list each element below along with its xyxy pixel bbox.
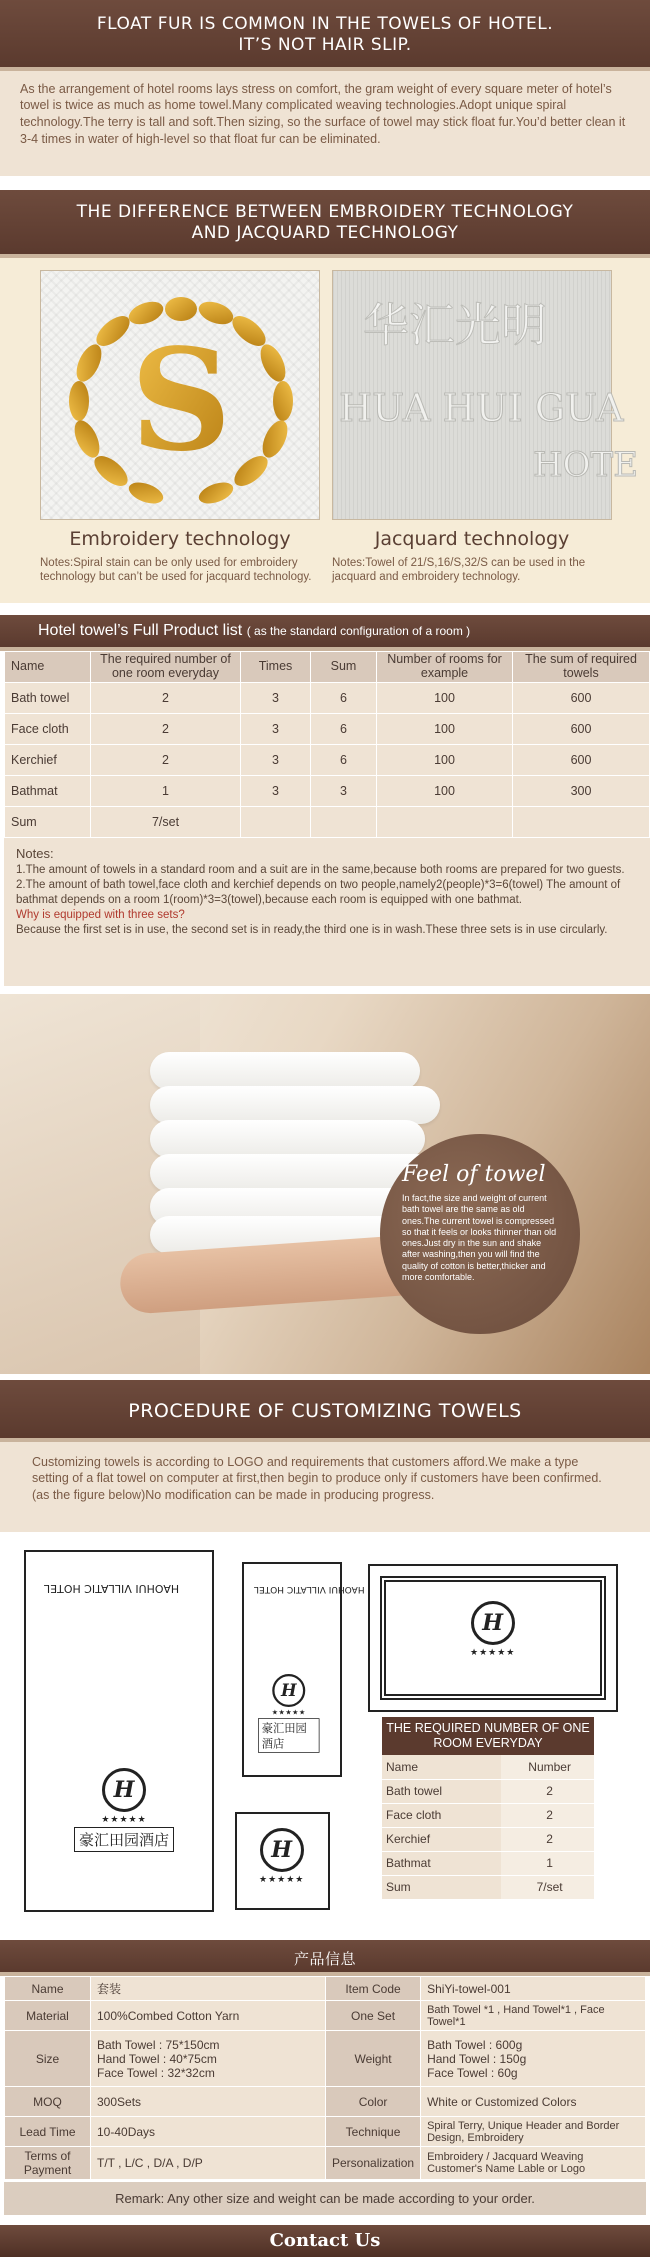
table-row <box>5 2087 646 2117</box>
product-list-title: Hotel towel’s Full Product list <box>38 622 243 639</box>
col-name: Name <box>5 652 91 683</box>
cell: Number <box>501 1755 594 1779</box>
cell: 2 <box>91 745 241 776</box>
cell: Kerchief <box>382 1827 501 1851</box>
cell: ShiYi-towel-001 <box>421 1977 646 2001</box>
embroidery-note: Notes:Spiral stain can be only used for embroidery technology but can’t be used for jacquard technology. <box>40 557 312 584</box>
cell: 2 <box>91 714 241 745</box>
bathmat-drawing <box>368 1564 618 1712</box>
table-row <box>5 1977 646 2001</box>
procedure-section <box>0 1380 650 1532</box>
col-required: The required number of one room everyday <box>91 652 241 683</box>
procedure-title: PROCEDURE OF CUSTOMIZING TOWELS <box>128 1400 522 1422</box>
hand-towel-drawing <box>242 1562 365 1777</box>
feel-of-towel-badge <box>380 1134 580 1334</box>
cell: Embroidery / Jacquard Weaving Customer's Name Lable or Logo <box>421 2147 646 2180</box>
cell: 3 <box>241 776 311 807</box>
logo-icon: H <box>102 1768 146 1812</box>
cell: Bath Towel : 75*150cm Hand Towel : 40*75cm Face Towel : 32*32cm <box>91 2031 326 2087</box>
float-fur-title-line1: FLOAT FUR IS COMMON IN THE TOWELS OF HOTEL. <box>96 14 554 34</box>
cell: 3 <box>241 683 311 714</box>
table-row <box>5 2031 646 2087</box>
cell: Bathmat <box>5 776 91 807</box>
towel-drawings <box>0 1542 650 1922</box>
table-row <box>5 2117 646 2147</box>
why-title: Why is equipped with three sets? <box>16 908 185 921</box>
technology-banner <box>0 190 650 259</box>
cell: 2 <box>501 1827 594 1851</box>
float-fur-text: As the arrangement of hotel rooms lays stress on comfort, the gram weight of every square meter of hotel’s towel is twice as much as home towel.Many complicated weaving technologies.Adopt unique spiral technology.The terry is tall and soft.Then sizing, so the surface of towel may stick float fur.You’d better clean it 3-4 times in water of high-level so that float fur can be eliminated. <box>0 71 650 176</box>
cell: Bath Towel *1 , Hand Towel*1 , Face Towel*1 <box>421 2001 646 2031</box>
table-row <box>382 1875 594 1899</box>
table-row <box>5 2001 646 2031</box>
technology-panel <box>0 258 650 603</box>
notes-title: Notes: <box>16 846 54 861</box>
float-fur-banner <box>0 0 650 71</box>
cell: 6 <box>311 714 377 745</box>
cell: 10-40Days <box>91 2117 326 2147</box>
cell: 300 <box>513 776 650 807</box>
cell: Material <box>5 2001 91 2031</box>
feel-title: Feel of towel <box>402 1162 546 1187</box>
cell: Technique <box>326 2117 421 2147</box>
cell: Name <box>5 1977 91 2001</box>
table-row <box>5 745 650 776</box>
table-sum-row <box>5 807 650 838</box>
note-2: 2.The amount of bath towel,face cloth and kerchief depends on two people,namely2(people)*3=6(towel) The amount of bathmat depends on a room 1(room)*3=3(towel),because each room is equipped with one bathmat. <box>16 878 621 906</box>
cell: Personalization <box>326 2147 421 2180</box>
product-list-header <box>0 615 650 651</box>
embroidery-title: Embroidery technology <box>69 528 291 550</box>
table-header-row <box>382 1755 594 1779</box>
cell: Item Code <box>326 1977 421 2001</box>
cell: 2 <box>501 1803 594 1827</box>
jacquard-pattern-icon <box>333 271 639 521</box>
cell: White or Customized Colors <box>421 2087 646 2117</box>
cell: 600 <box>513 683 650 714</box>
cell: Size <box>5 2031 91 2087</box>
jacquard-en-text-2: HOTE <box>533 445 639 485</box>
logo-icon: H <box>272 1674 305 1707</box>
sum-value: 7/set <box>91 807 241 838</box>
remark: Remark: Any other size and weight can be made according to your order. <box>4 2182 646 2215</box>
cell: 600 <box>513 745 650 776</box>
hotel-logo-small <box>258 1674 320 1753</box>
stars-icon: ★★★★★ <box>101 1814 147 1824</box>
table-header-row <box>5 652 650 683</box>
product-info-table <box>4 1976 646 2180</box>
notes-block <box>4 838 650 986</box>
contact-us-button[interactable]: Contact Us <box>0 2225 650 2257</box>
face-towel-drawing <box>235 1812 330 1910</box>
stars-icon: ★★★★★ <box>271 1708 306 1716</box>
logo-icon: H <box>260 1828 304 1872</box>
table-row <box>5 683 650 714</box>
stars-icon: ★★★★★ <box>259 1874 305 1884</box>
jacquard-note: Notes:Towel of 21/S,16/S,32/S can be used in the jacquard and embroidery technology. <box>332 557 586 584</box>
cell: 100 <box>377 714 513 745</box>
product-info-banner <box>0 1940 650 1976</box>
table-row <box>382 1779 594 1803</box>
product-list-section <box>0 615 650 986</box>
col-sum: Sum <box>311 652 377 683</box>
col-rooms: Number of rooms for example <box>377 652 513 683</box>
hotel-logo <box>74 1768 174 1852</box>
cell: Weight <box>326 2031 421 2087</box>
hotel-text-small: HAOHUI VILLATIC HOTEL <box>254 1584 365 1594</box>
product-list-table <box>4 651 650 838</box>
hotel-logo-mat <box>470 1601 515 1658</box>
cell: Terms of Payment <box>5 2147 91 2180</box>
table-row <box>5 2147 646 2180</box>
float-fur-section <box>0 0 650 176</box>
product-info-section <box>0 1940 650 2257</box>
logo-icon: H <box>471 1601 515 1645</box>
jacquard-cn-text: 华汇光明 <box>363 298 547 352</box>
bath-towel-drawing <box>24 1550 214 1912</box>
cell: Spiral Terry, Unique Header and Border Design, Embroidery <box>421 2117 646 2147</box>
cell: MOQ <box>5 2087 91 2117</box>
procedure-text: Customizing towels is according to LOGO and requirements that customers afford.We make a type setting of a flat towel on computer at first,then begin to produce only if customers have been confirmed.(as the figure below)No modification can be made in producing progress. <box>0 1442 650 1532</box>
cell: 1 <box>501 1851 594 1875</box>
cell: 6 <box>311 683 377 714</box>
cell: Bath Towel : 600g Hand Towel : 150g Face Towel : 60g <box>421 2031 646 2087</box>
table-row <box>382 1851 594 1875</box>
table-row <box>382 1803 594 1827</box>
table-row <box>382 1827 594 1851</box>
cell: Color <box>326 2087 421 2117</box>
note-1: 1.The amount of towels in a standard room and a suit are in the same,because both rooms are prepared for two guests. <box>16 863 625 876</box>
jacquard-en-text: HUA HUI GUA <box>339 386 624 430</box>
hotel-text: HAOHUI VILLATIC HOTEL <box>44 1582 180 1595</box>
cell: Face cloth <box>382 1803 501 1827</box>
hotel-cn-name: 豪汇田园酒店 <box>74 1827 174 1852</box>
table-row <box>5 776 650 807</box>
embroidery-image <box>40 270 320 520</box>
col-times: Times <box>241 652 311 683</box>
cell: Bathmat <box>382 1851 501 1875</box>
technology-title-line1: THE DIFFERENCE BETWEEN EMBROIDERY TECHNOLOGY <box>76 201 574 222</box>
float-fur-title-line2: IT’S NOT HAIR SLIP. <box>238 35 412 56</box>
sum-label: Sum <box>5 807 91 838</box>
technology-title-line2: AND JACQUARD TECHNOLOGY <box>191 222 459 243</box>
jacquard-image <box>332 270 639 520</box>
table-row <box>5 714 650 745</box>
cell: 套装 <box>91 1977 326 2001</box>
feel-body: In fact,the size and weight of current bath towel are the same as old ones.The current towel is compressed so that it feels or looks thinner than old ones.Just dry in the sun and shake after washing,then you will find the quality of cotton is better,thicker and more comfortable. <box>402 1193 557 1282</box>
cell: 100 <box>377 776 513 807</box>
cell: One Set <box>326 2001 421 2031</box>
product-info-title: 产品信息 <box>293 1950 356 1968</box>
procedure-banner <box>0 1380 650 1442</box>
embroidery-letter: S <box>130 319 232 483</box>
required-number-table <box>382 1717 594 1900</box>
product-list-subtitle: ( as the standard configuration of a room ) <box>246 624 471 638</box>
cell: 3 <box>311 776 377 807</box>
cell: 7/set <box>501 1875 594 1899</box>
cell: Name <box>382 1755 501 1779</box>
jacquard-title: Jacquard technology <box>374 528 570 550</box>
cell: Bath towel <box>5 683 91 714</box>
cell: 300Sets <box>91 2087 326 2117</box>
cell: Sum <box>382 1875 501 1899</box>
cell: 100 <box>377 745 513 776</box>
cell: 3 <box>241 714 311 745</box>
cell: Face cloth <box>5 714 91 745</box>
cell: 1 <box>91 776 241 807</box>
cell: 100%Combed Cotton Yarn <box>91 2001 326 2031</box>
stars-icon: ★★★★★ <box>470 1647 516 1657</box>
cell: 2 <box>91 683 241 714</box>
cell: 3 <box>241 745 311 776</box>
cell: Lead Time <box>5 2117 91 2147</box>
col-total: The sum of required towels <box>513 652 650 683</box>
cell: T/T , L/C , D/A , D/P <box>91 2147 326 2180</box>
cell: 6 <box>311 745 377 776</box>
cell: Bath towel <box>382 1779 501 1803</box>
feel-of-towel-photo <box>0 994 650 1374</box>
required-number-title: THE REQUIRED NUMBER OF ONE ROOM EVERYDAY <box>382 1717 594 1755</box>
embroidery-laurel-icon <box>41 271 321 521</box>
hotel-logo-face <box>259 1828 304 1885</box>
cell: 100 <box>377 683 513 714</box>
why-body: Because the first set is in use, the second set is in ready,the third one is in wash.These three sets is in use circularly. <box>16 923 608 936</box>
hotel-cn-name: 豪汇田园酒店 <box>258 1718 320 1753</box>
cell: 600 <box>513 714 650 745</box>
cell: 2 <box>501 1779 594 1803</box>
cell: Kerchief <box>5 745 91 776</box>
technology-section <box>0 190 650 604</box>
